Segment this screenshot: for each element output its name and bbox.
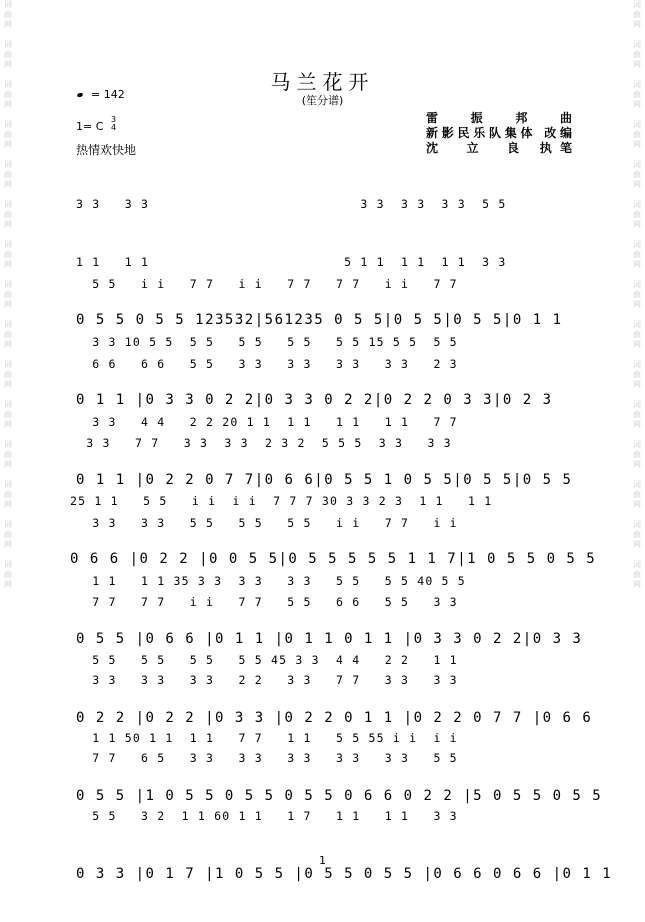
staff-top-row: 3 3 3 3 5 5 5 5 5 5 i i 7 7 i i bbox=[76, 516, 458, 530]
time-signature-bottom: 4 bbox=[111, 123, 117, 132]
song-title: 马兰花开 bbox=[270, 70, 375, 94]
watermark-left bbox=[0, 0, 16, 891]
staff-top-row: 6 6 6 6 5 5 3 3 3 3 3 3 3 3 2 3 bbox=[76, 357, 458, 371]
credit-scribe: 沈 立 良 执笔 bbox=[426, 141, 572, 155]
staff-middle-row: 3 3 4 4 2 2 20 1 1 1 1 1 1 1 1 7 7 bbox=[76, 415, 458, 429]
part-subtitle: (笙分谱) bbox=[301, 94, 344, 107]
key-signature: 1= C bbox=[76, 120, 104, 133]
staff-bottom-row: 0 2 2 |0 2 2 |0 3 3 |0 2 2 0 1 1 |0 2 2 0 7 7 |0 6 6 bbox=[76, 710, 593, 726]
staff-bottom-row: 0 3 3 |0 1 7 |1 0 5 5 |0 5 5 0 5 5 |0 6 6 0 6 6 |0 1 1 bbox=[76, 866, 613, 882]
staff-top-row: 7 7 7 7 i i 7 7 5 5 6 6 5 5 3 3 bbox=[76, 595, 458, 609]
watermark-right bbox=[629, 0, 645, 891]
staff-middle-row: 5 5 3 2 1 1 60 1 1 1 7 1 1 1 1 3 3 bbox=[76, 809, 458, 823]
tempo-value: = 142 bbox=[91, 88, 125, 101]
staff-top-row: 3 3 3 3 3 3 3 3 3 3 5 5 bbox=[76, 197, 507, 211]
staff-bottom-row: 0 1 1 |0 2 2 0 7 7|0 6 6|0 5 5 1 0 5 5|0 5 5|0 5 5 bbox=[76, 472, 573, 488]
time-signature bbox=[111, 116, 116, 132]
watermark-text: 词 曲 网 词 曲 网 词 曲 网 词 曲 网 词 曲 网 词 曲 网 词 曲 网 词 曲 网 词 曲 网 词 曲 网 词 曲 网 词 曲 网 词 曲 网 词 曲 网 词 曲 网 bbox=[4, 0, 12, 589]
staff-bottom-row: 0 5 5 |0 6 6 |0 1 1 |0 1 1 0 1 1 |0 3 3 0 2 2|0 3 3 bbox=[76, 631, 583, 647]
credits bbox=[426, 111, 572, 156]
staff-top-row: 7 7 6 5 3 3 3 3 3 3 3 3 3 3 5 5 bbox=[76, 751, 458, 765]
expression-marking: 热情欢快地 bbox=[76, 143, 137, 157]
staff-top-row: 3 3 3 3 3 3 2 2 3 3 7 7 3 3 3 3 bbox=[76, 673, 458, 687]
credit-composer: 雷 振 邦 曲 bbox=[426, 111, 572, 125]
staff-bottom-row: 0 5 5 0 5 5 123532|561235 0 5 5|0 5 5|0 5 5|0 1 1 bbox=[76, 312, 563, 328]
staff-middle-row: 25 1 1 5 5 i i i i 7 7 7 30 3 3 2 3 1 1 1 1 bbox=[70, 494, 493, 508]
staff-bottom-row: 0 1 1 |0 3 3 0 2 2|0 3 3 0 2 2|0 2 2 0 3 3|0 2 3 bbox=[76, 392, 553, 408]
credit-arranger: 新影民乐队集体 改编 bbox=[426, 126, 572, 140]
time-signature-top: 3 bbox=[111, 115, 117, 124]
staff-bottom-row: 0 5 5 |1 0 5 5 0 5 5 0 5 5 0 6 6 0 2 2 |5 0 5 5 0 5 5 bbox=[76, 788, 603, 804]
tempo-marking bbox=[77, 88, 125, 101]
watermark-text: 词 曲 网 词 曲 网 词 曲 网 词 曲 网 词 曲 网 词 曲 网 词 曲 网 词 曲 网 词 曲 网 词 曲 网 词 曲 网 词 曲 网 词 曲 网 词 曲 网 词 曲 网 bbox=[633, 0, 641, 589]
staff-top-row: 5 5 i i 7 7 i i 7 7 7 7 i i 7 7 bbox=[76, 277, 458, 291]
staff-middle-row: 3 3 10 5 5 5 5 5 5 5 5 5 5 15 5 5 5 5 bbox=[76, 335, 458, 349]
staff-bottom-row: 0 6 6 |0 2 2 |0 0 5 5|0 5 5 5 5 5 1 1 7|1 0 5 5 0 5 5 bbox=[70, 551, 597, 567]
page-number: 1 bbox=[319, 854, 326, 867]
staff-middle-row: 1 1 1 1 5 1 1 1 1 1 1 3 3 bbox=[76, 255, 507, 269]
staff-middle-row: 5 5 5 5 5 5 5 5 45 3 3 4 4 2 2 1 1 bbox=[76, 653, 458, 667]
quarter-note-icon bbox=[76, 92, 83, 98]
staff-middle-row: 1 1 50 1 1 1 1 7 7 1 1 5 5 55 i i i i bbox=[76, 731, 458, 745]
staff-top-row: 3 3 7 7 3 3 3 3 2 3 2 5 5 5 3 3 3 3 bbox=[70, 436, 452, 450]
staff-middle-row: 1 1 1 1 35 3 3 3 3 3 3 5 5 5 5 40 5 5 bbox=[76, 574, 466, 588]
